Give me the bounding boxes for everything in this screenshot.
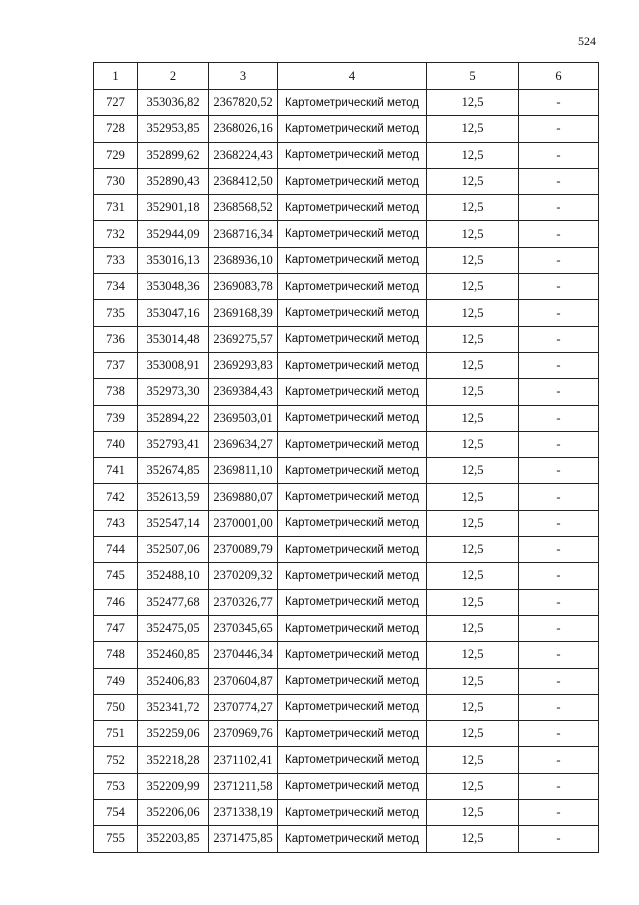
method-cell: Картометрический метод xyxy=(278,747,427,773)
table-row xyxy=(94,537,599,563)
point-number-cell: 740 xyxy=(94,431,138,457)
accuracy-cell: 12,5 xyxy=(427,352,519,378)
table-row xyxy=(94,458,599,484)
accuracy-cell: 12,5 xyxy=(427,484,519,510)
note-cell: - xyxy=(519,195,599,221)
y-coordinate-cell: 2370446,34 xyxy=(209,642,278,668)
accuracy-cell: 12,5 xyxy=(427,90,519,116)
note-cell: - xyxy=(519,405,599,431)
table-row xyxy=(94,431,599,457)
y-coordinate-cell: 2370089,79 xyxy=(209,537,278,563)
y-coordinate-cell: 2367820,52 xyxy=(209,90,278,116)
x-coordinate-cell: 352899,62 xyxy=(138,142,209,168)
table-row xyxy=(94,274,599,300)
x-coordinate-cell: 353047,16 xyxy=(138,300,209,326)
y-coordinate-cell: 2369293,83 xyxy=(209,352,278,378)
column-header: 6 xyxy=(519,63,599,90)
table-row xyxy=(94,747,599,773)
point-number-cell: 731 xyxy=(94,195,138,221)
table-row xyxy=(94,116,599,142)
method-cell: Картометрический метод xyxy=(278,694,427,720)
column-header: 3 xyxy=(209,63,278,90)
coordinates-table xyxy=(93,62,599,853)
accuracy-cell: 12,5 xyxy=(427,221,519,247)
table-row xyxy=(94,352,599,378)
accuracy-cell: 12,5 xyxy=(427,195,519,221)
x-coordinate-cell: 352507,06 xyxy=(138,537,209,563)
x-coordinate-cell: 352206,06 xyxy=(138,800,209,826)
table-row xyxy=(94,168,599,194)
x-coordinate-cell: 352674,85 xyxy=(138,458,209,484)
note-cell: - xyxy=(519,694,599,720)
table-header xyxy=(94,63,599,90)
note-cell: - xyxy=(519,773,599,799)
method-cell: Картометрический метод xyxy=(278,247,427,273)
method-cell: Картометрический метод xyxy=(278,484,427,510)
method-cell: Картометрический метод xyxy=(278,589,427,615)
method-cell: Картометрический метод xyxy=(278,510,427,536)
point-number-cell: 747 xyxy=(94,615,138,641)
column-header: 4 xyxy=(278,63,427,90)
point-number-cell: 744 xyxy=(94,537,138,563)
accuracy-cell: 12,5 xyxy=(427,721,519,747)
x-coordinate-cell: 352613,59 xyxy=(138,484,209,510)
method-cell: Картометрический метод xyxy=(278,563,427,589)
point-number-cell: 732 xyxy=(94,221,138,247)
note-cell: - xyxy=(519,800,599,826)
y-coordinate-cell: 2370345,65 xyxy=(209,615,278,641)
y-coordinate-cell: 2368568,52 xyxy=(209,195,278,221)
point-number-cell: 743 xyxy=(94,510,138,536)
y-coordinate-cell: 2369384,43 xyxy=(209,379,278,405)
method-cell: Картометрический метод xyxy=(278,431,427,457)
y-coordinate-cell: 2368716,34 xyxy=(209,221,278,247)
note-cell: - xyxy=(519,247,599,273)
method-cell: Картометрический метод xyxy=(278,537,427,563)
point-number-cell: 739 xyxy=(94,405,138,431)
point-number-cell: 734 xyxy=(94,274,138,300)
accuracy-cell: 12,5 xyxy=(427,800,519,826)
note-cell: - xyxy=(519,274,599,300)
table-row xyxy=(94,773,599,799)
y-coordinate-cell: 2368412,50 xyxy=(209,168,278,194)
accuracy-cell: 12,5 xyxy=(427,589,519,615)
point-number-cell: 738 xyxy=(94,379,138,405)
y-coordinate-cell: 2371211,58 xyxy=(209,773,278,799)
accuracy-cell: 12,5 xyxy=(427,168,519,194)
accuracy-cell: 12,5 xyxy=(427,300,519,326)
note-cell: - xyxy=(519,642,599,668)
accuracy-cell: 12,5 xyxy=(427,642,519,668)
note-cell: - xyxy=(519,510,599,536)
x-coordinate-cell: 352203,85 xyxy=(138,826,209,852)
x-coordinate-cell: 353008,91 xyxy=(138,352,209,378)
y-coordinate-cell: 2368936,10 xyxy=(209,247,278,273)
table-row xyxy=(94,800,599,826)
method-cell: Картометрический метод xyxy=(278,142,427,168)
method-cell: Картометрический метод xyxy=(278,352,427,378)
note-cell: - xyxy=(519,142,599,168)
point-number-cell: 733 xyxy=(94,247,138,273)
point-number-cell: 736 xyxy=(94,326,138,352)
point-number-cell: 728 xyxy=(94,116,138,142)
table-row xyxy=(94,721,599,747)
note-cell: - xyxy=(519,379,599,405)
point-number-cell: 755 xyxy=(94,826,138,852)
y-coordinate-cell: 2369811,10 xyxy=(209,458,278,484)
y-coordinate-cell: 2368026,16 xyxy=(209,116,278,142)
x-coordinate-cell: 352475,05 xyxy=(138,615,209,641)
accuracy-cell: 12,5 xyxy=(427,274,519,300)
point-number-cell: 737 xyxy=(94,352,138,378)
method-cell: Картометрический метод xyxy=(278,405,427,431)
x-coordinate-cell: 352901,18 xyxy=(138,195,209,221)
column-header: 1 xyxy=(94,63,138,90)
header-row xyxy=(94,63,599,90)
y-coordinate-cell: 2369880,07 xyxy=(209,484,278,510)
note-cell: - xyxy=(519,90,599,116)
note-cell: - xyxy=(519,668,599,694)
x-coordinate-cell: 352973,30 xyxy=(138,379,209,405)
x-coordinate-cell: 352488,10 xyxy=(138,563,209,589)
x-coordinate-cell: 352793,41 xyxy=(138,431,209,457)
method-cell: Картометрический метод xyxy=(278,195,427,221)
point-number-cell: 746 xyxy=(94,589,138,615)
x-coordinate-cell: 352894,22 xyxy=(138,405,209,431)
table-body xyxy=(94,90,599,853)
method-cell: Картометрический метод xyxy=(278,221,427,247)
note-cell: - xyxy=(519,484,599,510)
accuracy-cell: 12,5 xyxy=(427,379,519,405)
table-row xyxy=(94,195,599,221)
note-cell: - xyxy=(519,747,599,773)
y-coordinate-cell: 2370774,27 xyxy=(209,694,278,720)
method-cell: Картометрический метод xyxy=(278,458,427,484)
x-coordinate-cell: 352406,83 xyxy=(138,668,209,694)
accuracy-cell: 12,5 xyxy=(427,405,519,431)
accuracy-cell: 12,5 xyxy=(427,326,519,352)
method-cell: Картометрический метод xyxy=(278,800,427,826)
y-coordinate-cell: 2371102,41 xyxy=(209,747,278,773)
note-cell: - xyxy=(519,431,599,457)
table-row xyxy=(94,510,599,536)
y-coordinate-cell: 2369083,78 xyxy=(209,274,278,300)
method-cell: Картометрический метод xyxy=(278,615,427,641)
x-coordinate-cell: 353048,36 xyxy=(138,274,209,300)
y-coordinate-cell: 2369168,39 xyxy=(209,300,278,326)
accuracy-cell: 12,5 xyxy=(427,537,519,563)
point-number-cell: 748 xyxy=(94,642,138,668)
note-cell: - xyxy=(519,721,599,747)
point-number-cell: 754 xyxy=(94,800,138,826)
table-row xyxy=(94,90,599,116)
column-header: 5 xyxy=(427,63,519,90)
accuracy-cell: 12,5 xyxy=(427,510,519,536)
x-coordinate-cell: 352259,06 xyxy=(138,721,209,747)
accuracy-cell: 12,5 xyxy=(427,826,519,852)
x-coordinate-cell: 352218,28 xyxy=(138,747,209,773)
method-cell: Картометрический метод xyxy=(278,773,427,799)
point-number-cell: 749 xyxy=(94,668,138,694)
x-coordinate-cell: 352953,85 xyxy=(138,116,209,142)
x-coordinate-cell: 352547,14 xyxy=(138,510,209,536)
point-number-cell: 742 xyxy=(94,484,138,510)
note-cell: - xyxy=(519,116,599,142)
page-number: 524 xyxy=(578,34,596,48)
table-row xyxy=(94,484,599,510)
x-coordinate-cell: 353036,82 xyxy=(138,90,209,116)
point-number-cell: 730 xyxy=(94,168,138,194)
note-cell: - xyxy=(519,615,599,641)
y-coordinate-cell: 2369275,57 xyxy=(209,326,278,352)
x-coordinate-cell: 352890,43 xyxy=(138,168,209,194)
accuracy-cell: 12,5 xyxy=(427,563,519,589)
x-coordinate-cell: 353016,13 xyxy=(138,247,209,273)
x-coordinate-cell: 352460,85 xyxy=(138,642,209,668)
y-coordinate-cell: 2369503,01 xyxy=(209,405,278,431)
table-row xyxy=(94,826,599,852)
accuracy-cell: 12,5 xyxy=(427,615,519,641)
y-coordinate-cell: 2370969,76 xyxy=(209,721,278,747)
point-number-cell: 751 xyxy=(94,721,138,747)
table-row xyxy=(94,142,599,168)
method-cell: Картометрический метод xyxy=(278,826,427,852)
accuracy-cell: 12,5 xyxy=(427,458,519,484)
y-coordinate-cell: 2370209,32 xyxy=(209,563,278,589)
y-coordinate-cell: 2370326,77 xyxy=(209,589,278,615)
point-number-cell: 752 xyxy=(94,747,138,773)
table-row xyxy=(94,615,599,641)
method-cell: Картометрический метод xyxy=(278,721,427,747)
column-header: 2 xyxy=(138,63,209,90)
table-row xyxy=(94,221,599,247)
y-coordinate-cell: 2369634,27 xyxy=(209,431,278,457)
method-cell: Картометрический метод xyxy=(278,274,427,300)
point-number-cell: 735 xyxy=(94,300,138,326)
point-number-cell: 727 xyxy=(94,90,138,116)
method-cell: Картометрический метод xyxy=(278,116,427,142)
y-coordinate-cell: 2371475,85 xyxy=(209,826,278,852)
accuracy-cell: 12,5 xyxy=(427,247,519,273)
point-number-cell: 753 xyxy=(94,773,138,799)
note-cell: - xyxy=(519,458,599,484)
method-cell: Картометрический метод xyxy=(278,668,427,694)
method-cell: Картометрический метод xyxy=(278,642,427,668)
x-coordinate-cell: 353014,48 xyxy=(138,326,209,352)
y-coordinate-cell: 2371338,19 xyxy=(209,800,278,826)
x-coordinate-cell: 352944,09 xyxy=(138,221,209,247)
point-number-cell: 750 xyxy=(94,694,138,720)
note-cell: - xyxy=(519,326,599,352)
accuracy-cell: 12,5 xyxy=(427,116,519,142)
table-row xyxy=(94,300,599,326)
accuracy-cell: 12,5 xyxy=(427,431,519,457)
point-number-cell: 729 xyxy=(94,142,138,168)
method-cell: Картометрический метод xyxy=(278,379,427,405)
table-row xyxy=(94,405,599,431)
table-row xyxy=(94,642,599,668)
accuracy-cell: 12,5 xyxy=(427,773,519,799)
table-row xyxy=(94,694,599,720)
y-coordinate-cell: 2370604,87 xyxy=(209,668,278,694)
table-row xyxy=(94,379,599,405)
note-cell: - xyxy=(519,563,599,589)
method-cell: Картометрический метод xyxy=(278,326,427,352)
note-cell: - xyxy=(519,589,599,615)
accuracy-cell: 12,5 xyxy=(427,668,519,694)
table-row xyxy=(94,326,599,352)
table-row xyxy=(94,247,599,273)
method-cell: Картометрический метод xyxy=(278,300,427,326)
method-cell: Картометрический метод xyxy=(278,168,427,194)
note-cell: - xyxy=(519,168,599,194)
point-number-cell: 745 xyxy=(94,563,138,589)
note-cell: - xyxy=(519,300,599,326)
note-cell: - xyxy=(519,826,599,852)
accuracy-cell: 12,5 xyxy=(427,694,519,720)
table-row xyxy=(94,589,599,615)
accuracy-cell: 12,5 xyxy=(427,747,519,773)
x-coordinate-cell: 352341,72 xyxy=(138,694,209,720)
y-coordinate-cell: 2368224,43 xyxy=(209,142,278,168)
note-cell: - xyxy=(519,537,599,563)
point-number-cell: 741 xyxy=(94,458,138,484)
note-cell: - xyxy=(519,352,599,378)
note-cell: - xyxy=(519,221,599,247)
accuracy-cell: 12,5 xyxy=(427,142,519,168)
x-coordinate-cell: 352477,68 xyxy=(138,589,209,615)
method-cell: Картометрический метод xyxy=(278,90,427,116)
table-row xyxy=(94,668,599,694)
y-coordinate-cell: 2370001,00 xyxy=(209,510,278,536)
table-row xyxy=(94,563,599,589)
x-coordinate-cell: 352209,99 xyxy=(138,773,209,799)
